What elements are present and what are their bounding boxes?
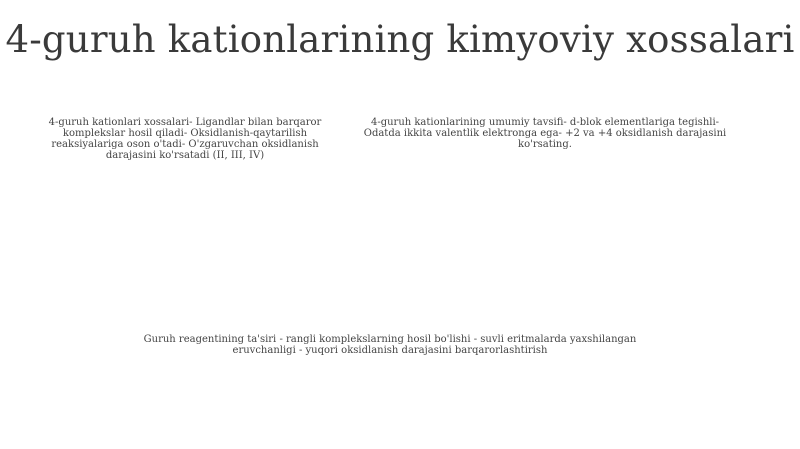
slide-title: 4-guruh kationlarining kimyoviy xossalari bbox=[5, 18, 795, 61]
cation-properties-text: 4-guruh kationlari xossalari- Ligandlar bilan barqaror komplekslar hosil qiladi- Oksidlanish-qaytarilish reaksiyalariga oson o'tadi- O'zgaruvchan oksidlanish darajasini ko'rsatadi (II, III, IV) bbox=[48, 117, 322, 161]
group-reagent-effect-text: Guruh reagentining ta'siri - rangli komplekslarning hosil bo'lishi - suvli eritmalarda yaxshilangan eruvchanligi - yuqori oksidlanish darajasini barqarorlashtirish bbox=[143, 334, 637, 356]
general-description-text: 4-guruh kationlarining umumiy tavsifi- d-blok elementlariga tegishli- Odatda ikkita valentlik elektronga ega- +2 va +4 oksidlanish darajasini ko'rsating. bbox=[363, 117, 727, 150]
